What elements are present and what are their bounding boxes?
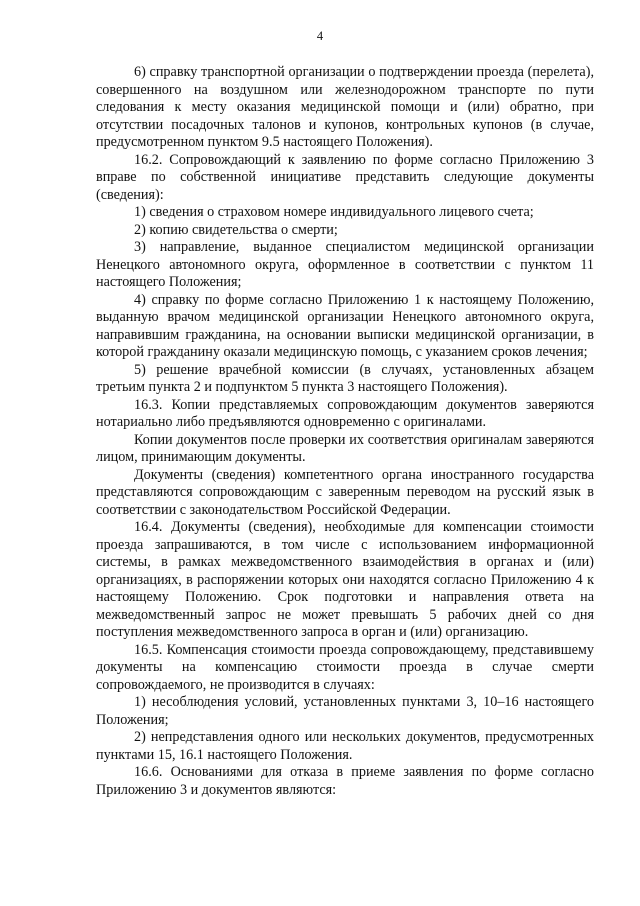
paragraph: 16.6. Основаниями для отказа в приеме заявления по форме согласно Приложению 3 и документов являются:: [96, 764, 594, 798]
paragraph: 2) копию свидетельства о смерти;: [134, 221, 338, 238]
paragraph: 16.5. Компенсация стоимости проезда сопровождающему, представившему документы на компенсацию стоимости проезда в случае смерти сопровождаемого, не производится в случаях:: [96, 641, 594, 693]
paragraph: 6) справку транспортной организации о подтверждении проезда (перелета), совершенного на воздушном или железнодорожном транспорте по пути следования к месту оказания медицинской помощи и (или) обратно, при отсутствии посадочных талонов и купонов, контрольных купонов (в случае, предусмотренном пунктом 9.5 настоящего Положения).: [96, 64, 594, 150]
paragraph: 5) решение врачебной комиссии (в случаях, установленных абзацем третьим пункта 2 и подпунктом 5 пункта 3 настоящего Положения).: [96, 361, 594, 395]
paragraph: 16.4. Документы (сведения), необходимые для компенсации стоимости проезда запрашиваются, в том числе с использованием информационной системы, в рамках межведомственного взаимодействия в органах и (или) организациях, в распоряжении которых они находятся согласно Приложению 4 к настоящему Положению. Срок подготовки и направления ответа на межведомственный запрос не может превышать 5 рабочих дней со дня поступления межведомственного запроса в орган и (или) организацию.: [96, 519, 594, 640]
paragraph: 16.2. Сопровождающий к заявлению по форме согласно Приложению 3 вправе по собственной инициативе представить следующие документы (сведения):: [96, 151, 594, 203]
paragraph: 3) направление, выданное специалистом медицинской организации Ненецкого автономного округа, оформленное в соответствии с пунктом 11 настоящего Положения;: [96, 239, 594, 290]
paragraph: Копии документов после проверки их соответствия оригиналам заверяются лицом, принимающим документы.: [96, 431, 594, 465]
page-number: 4: [316, 29, 324, 43]
paragraph: Документы (сведения) компетентного органа иностранного государства представляются сопровождающим с заверенным переводом на русский язык в соответствии с законодательством Российской Федерации.: [96, 466, 594, 518]
paragraph: 1) несоблюдения условий, установленных пунктами 3, 10–16 настоящего Положения;: [96, 694, 594, 728]
paragraph: 2) непредставления одного или нескольких документов, предусмотренных пунктами 15, 16.1 настоящего Положения.: [96, 729, 594, 763]
paragraph: 1) сведения о страховом номере индивидуального лицевого счета;: [134, 204, 534, 220]
document-body: [96, 64, 594, 799]
paragraph: 16.3. Копии представляемых сопровождающим документов заверяются нотариально либо предъявляются одновременно с оригиналами.: [96, 396, 594, 430]
paragraph: 4) справку по форме согласно Приложению 1 к настоящему Положению, выданную врачом медицинской организации Ненецкого автономного округа, направившим гражданина, на основании выписки медицинской организации, в которой гражданину оказали медицинскую помощь, с указанием сроков лечения;: [96, 291, 594, 360]
